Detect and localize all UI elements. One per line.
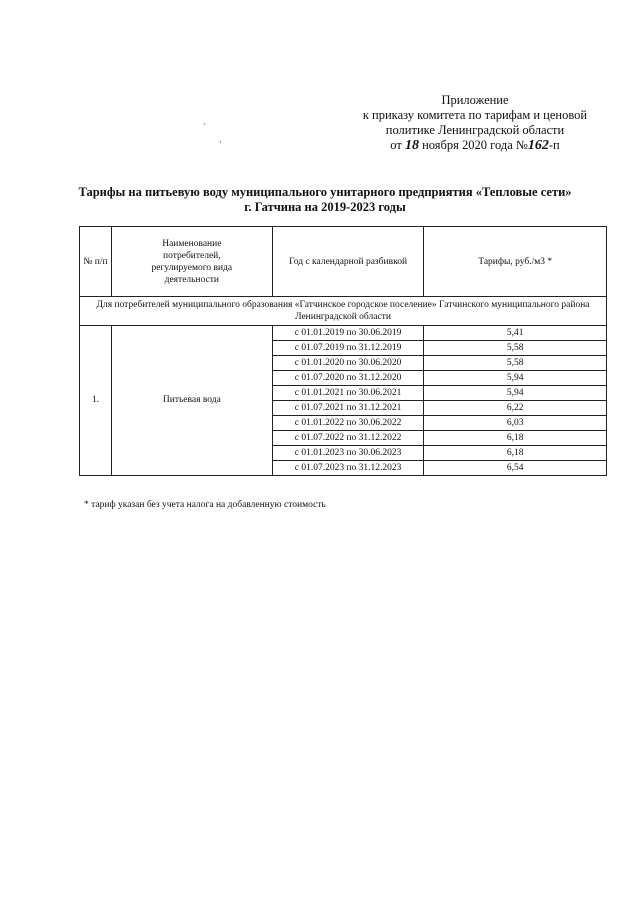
tariff-value-cell: 5,58 bbox=[424, 356, 607, 371]
period-cell: с 01.07.2022 по 31.12.2022 bbox=[272, 431, 424, 446]
appendix-title: Приложение bbox=[441, 93, 509, 107]
handwritten-day: 18 bbox=[404, 138, 419, 153]
tariff-value-cell: 5,94 bbox=[424, 386, 607, 401]
period-cell: с 01.07.2020 по 31.12.2020 bbox=[272, 371, 424, 386]
appendix-committee-line: политике Ленинградской области bbox=[385, 123, 565, 137]
date-prefix: от bbox=[390, 138, 402, 152]
appendix-header bbox=[340, 93, 610, 153]
tariff-value-cell: 6,22 bbox=[424, 401, 607, 416]
period-cell: с 01.07.2023 по 31.12.2023 bbox=[272, 461, 424, 476]
header-tariff: Тарифы, руб./м3 * bbox=[424, 227, 607, 297]
tariff-table bbox=[79, 226, 607, 476]
consumer-group-cell: Для потребителей муниципального образования «Гатчинское городское поселение» Гатчинского муниципального района Ленинградской области bbox=[80, 297, 607, 326]
tariff-value-cell: 6,03 bbox=[424, 416, 607, 431]
footnote: * тариф указан без учета налога на добавленную стоимость bbox=[84, 500, 326, 510]
tariff-value-cell: 5,58 bbox=[424, 341, 607, 356]
row-number: 1. bbox=[80, 326, 112, 476]
table-header-row bbox=[80, 227, 607, 297]
scan-speck: · bbox=[219, 137, 222, 147]
title-line-1: Тарифы на питьевую воду муниципального унитарного предприятия «Тепловые сети» bbox=[78, 185, 572, 199]
header-period: Год с календарной разбивкой bbox=[272, 227, 424, 297]
tariff-value-cell: 5,94 bbox=[424, 371, 607, 386]
activity-name: Питьевая вода bbox=[111, 326, 272, 476]
period-cell: с 01.01.2022 по 30.06.2022 bbox=[272, 416, 424, 431]
handwritten-number: 162 bbox=[527, 138, 549, 153]
scan-speck: ˋ bbox=[203, 122, 206, 132]
tariff-value-cell: 5,41 bbox=[424, 326, 607, 341]
date-suffix: -п bbox=[548, 138, 560, 152]
period-cell: с 01.07.2019 по 31.12.2019 bbox=[272, 341, 424, 356]
header-name: Наименование потребителей, регулируемого вида деятельности bbox=[111, 227, 272, 297]
appendix-order-line: к приказу комитета по тарифам и ценовой bbox=[362, 108, 588, 122]
period-cell: с 01.01.2021 по 30.06.2021 bbox=[272, 386, 424, 401]
table-row bbox=[80, 326, 607, 341]
consumer-group-row bbox=[80, 297, 607, 326]
date-middle: ноября 2020 года № bbox=[422, 138, 528, 152]
title-line-2: г. Гатчина на 2019-2023 годы bbox=[244, 200, 406, 214]
document-title bbox=[70, 185, 580, 215]
period-cell: с 01.01.2023 по 30.06.2023 bbox=[272, 446, 424, 461]
period-cell: с 01.07.2021 по 31.12.2021 bbox=[272, 401, 424, 416]
period-cell: с 01.01.2020 по 30.06.2020 bbox=[272, 356, 424, 371]
period-cell: с 01.01.2019 по 30.06.2019 bbox=[272, 326, 424, 341]
tariff-value-cell: 6,18 bbox=[424, 446, 607, 461]
appendix-date-line bbox=[340, 138, 610, 153]
tariff-value-cell: 6,18 bbox=[424, 431, 607, 446]
tariff-value-cell: 6,54 bbox=[424, 461, 607, 476]
header-num: № п/п bbox=[80, 227, 112, 297]
